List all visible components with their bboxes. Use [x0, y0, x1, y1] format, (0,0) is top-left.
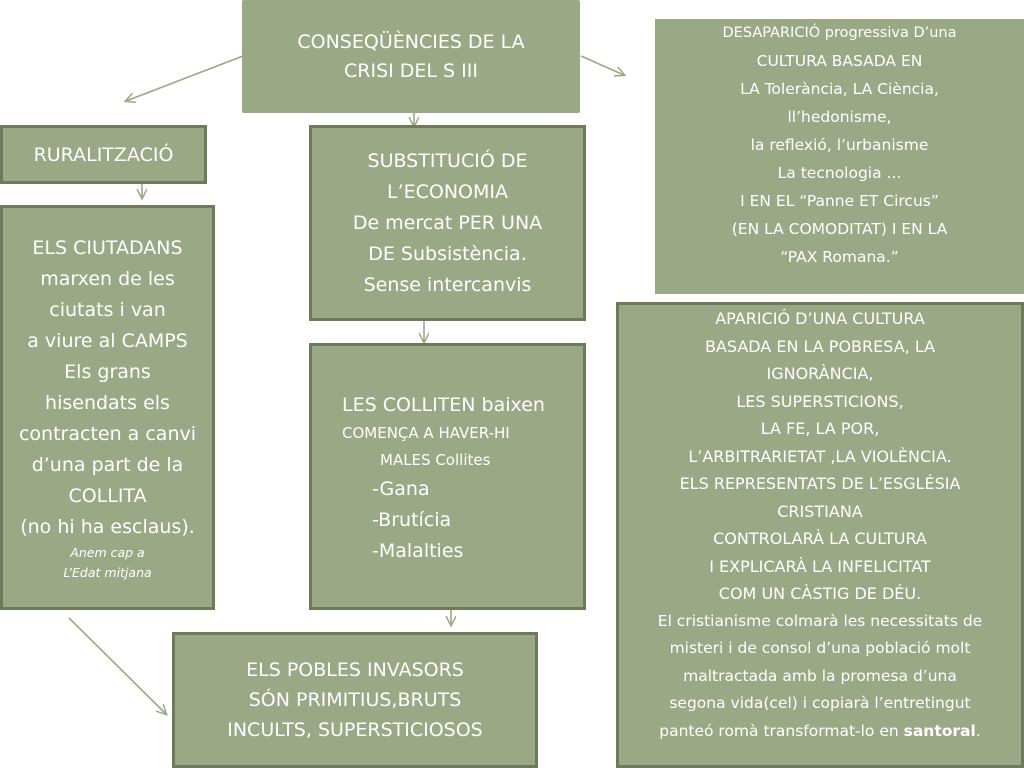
aparicio-upper-5: LA FE, LA POR,: [760, 419, 880, 438]
aparicio-lower-4: segona vida(cel) i copiarà l’entretingut: [669, 694, 971, 712]
desaparicio-line-6: La tecnologia ...: [777, 164, 902, 182]
ciutadans-line-9: COLLITA: [68, 484, 147, 507]
substitucio-line-1: SUBSTITUCIÓ DE: [367, 149, 528, 172]
invasors-box: [172, 632, 538, 768]
aparicio-upper-6: L’ARBITRARIETAT ,LA VIOLÈNCIA.: [688, 446, 952, 466]
desaparicio-line-7: I EN EL “Panne ET Circus”: [740, 192, 939, 210]
ciutadans-line-10: (no hi ha esclaus).: [20, 515, 195, 538]
arrow-to-ruralitzacio: [126, 56, 243, 101]
aparicio-last-start: panteó romà transformat-lo en: [659, 721, 904, 740]
aparicio-last-end: .: [975, 721, 981, 740]
desaparicio-line-3: LA Tolerància, LA Ciència,: [740, 80, 939, 98]
ruralitzacio-box: [0, 125, 207, 184]
aparicio-upper-9: CONTROLARÀ LA CULTURA: [713, 529, 927, 548]
ciutadans-box: [0, 205, 215, 610]
title-line-1: CONSEQÜÈNCIES DE LA: [297, 30, 525, 53]
collites-item-bruticia: -Brutícia: [372, 509, 452, 531]
ciutadans-line-4: a viure al CAMPS: [27, 329, 188, 352]
aparicio-upper-10: I EXPLICARÀ LA INFELICITAT: [709, 556, 931, 576]
arrow-to-desaparicio: [581, 56, 624, 75]
desaparicio-line-8: (EN LA COMODITAT) I EN LA: [731, 220, 948, 238]
invasors-line-2: SÓN PRIMITIUS,BRUTS: [248, 689, 462, 711]
aparicio-upper-8: CRISTIANA: [777, 501, 863, 521]
aparicio-upper-1: APARICIÓ D’UNA CULTURA: [715, 309, 925, 328]
ciutadans-line-1: ELS CIUTADANS: [32, 236, 183, 259]
desaparicio-line-1: DESAPARICIÓ progressiva D’una: [722, 25, 957, 41]
substitucio-line-5: Sense intercanvis: [363, 273, 532, 296]
collites-sub-2: MALES Collites: [380, 451, 491, 469]
collites-box: [309, 343, 586, 610]
aparicio-upper-2: BASADA EN LA POBRESA, LA: [704, 336, 936, 356]
aparicio-lower-1: El cristianisme colmarà les necessitats de: [657, 611, 983, 630]
ciutadans-note-1: Anem cap a: [70, 544, 145, 560]
invasors-line-1: ELS POBLES INVASORS: [246, 659, 464, 681]
substitucio-box: [309, 125, 586, 321]
substitucio-line-4: DE Subsistència.: [368, 242, 527, 265]
substitucio-line-2: L’ECONOMIA: [386, 180, 508, 203]
desaparicio-box: [655, 19, 1024, 294]
desaparicio-line-5: la reflexió, l’urbanisme: [750, 136, 929, 154]
aparicio-lower-5: [659, 718, 981, 746]
ciutadans-line-8: d’una part de la: [31, 453, 184, 476]
ruralitzacio-label: RURALITZACIÓ: [33, 143, 174, 166]
arrow-to-invasors-left: [69, 618, 166, 714]
aparicio-lower-2: misteri i de consol d’una població molt: [669, 639, 971, 657]
collites-title: LES COLLITEN baixen: [342, 394, 545, 416]
invasors-line-3: INCULTS, SUPERSTICIOSOS: [227, 719, 483, 741]
ciutadans-line-3: ciutats i van: [49, 298, 166, 321]
ciutadans-line-2: marxen de les: [40, 267, 175, 290]
aparicio-upper-7: ELS REPRESENTATS DE L’ESGLÉSIA: [679, 474, 961, 493]
desaparicio-line-4: ll’hedonisme,: [787, 108, 892, 126]
aparicio-last-bold: santoral: [903, 721, 976, 740]
substitucio-line-3: De mercat PER UNA: [352, 211, 543, 234]
desaparicio-line-9: “PAX Romana.”: [780, 248, 899, 266]
ciutadans-line-5: Els grans: [64, 360, 151, 383]
collites-item-gana: -Gana: [372, 478, 430, 500]
aparicio-lower-3: maltractada amb la promesa d’una: [683, 666, 957, 685]
collites-sub-1: COMENÇA A HAVER-HI: [342, 424, 510, 442]
collites-item-malalties: -Malalties: [372, 540, 464, 562]
ciutadans-line-7: contracten a canvi: [18, 422, 197, 445]
aparicio-box: [616, 302, 1024, 768]
aparicio-upper-4: LES SUPERSTICIONS,: [736, 391, 904, 411]
aparicio-upper-3: IGNORÀNCIA,: [766, 364, 874, 383]
title-box: [242, 0, 580, 113]
ciutadans-line-6: hisendats els: [45, 391, 170, 414]
ciutadans-note-2: L’Edat mitjana: [63, 564, 152, 580]
title-line-2: CRISI DEL S III: [344, 59, 478, 82]
aparicio-upper-11: COM UN CÀSTIG DE DÉU.: [718, 584, 922, 603]
desaparicio-line-2: CULTURA BASADA EN: [756, 52, 923, 70]
